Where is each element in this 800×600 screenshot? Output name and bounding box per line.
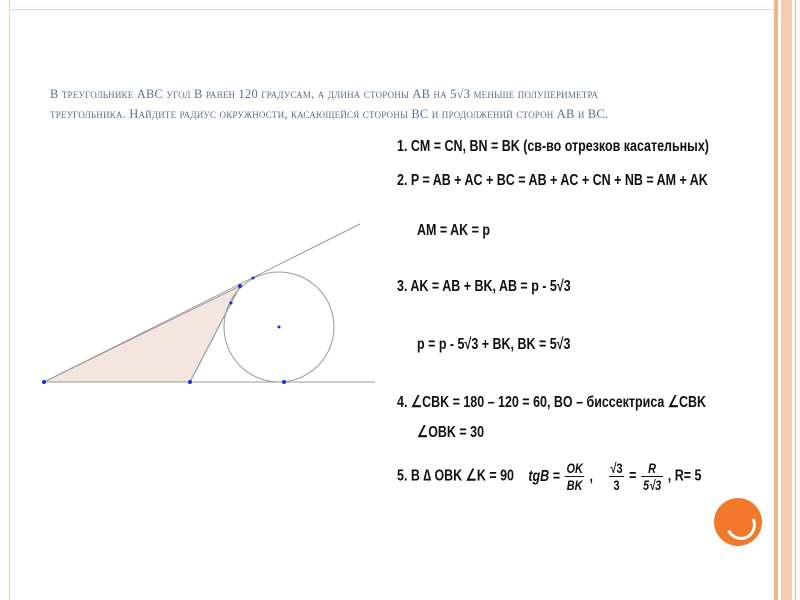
step-3b: p = p - 5√3 + BK, BK = 5√3 [417,336,571,353]
step-4: 4. ∠CBK = 180 – 120 = 60, BO – биссектриса ∠CBK [397,394,707,411]
point-m [252,277,255,280]
point-a [42,380,46,384]
step-5-tg: tgB = [528,467,560,485]
fraction-ok-bk-num: OK [566,460,583,476]
fraction-r [641,460,662,493]
fraction-ok-bk-den: BK [566,477,583,493]
step-1: 1. CM = CN, BN = BK (св-во отрезков касательных) [397,138,709,155]
point-n [230,302,233,305]
step-5-prefix: 5. В ∆ OBK ∠K = 90 [397,467,514,485]
step-2: 2. P = AB + AC + BC = AB + AC + CN + NB = AM + AK [397,172,708,189]
step-3: 3. AK = AB + BK, AB = p - 5√3 [397,278,571,295]
fraction-sqrt3-3-den: 3 [613,477,620,493]
step-4b: ∠OBK = 30 [417,424,485,441]
point-o [278,326,281,329]
step-5: 5. В ∆ OBK ∠K = 90 tgB = $\frac{OK}{BK}$ , $\frac{√3}{3}$ = $\frac{R}{5√3}$ , R= 5 [397,460,702,493]
fraction-r-den: 5√3 [643,477,662,493]
point-b [188,380,192,384]
problem-line-2: треугольника. Найдите радиус окружности, касающейся стороны BC и продолжений сторон AB и BC. [50,107,609,121]
fraction-ok-bk [565,460,585,493]
step-5-equals: = [629,467,637,485]
problem-line-1: В треугольнике ABC угол B равен 120 градусам, а длина стороны AB на 5√3 меньше полупериметра [50,87,599,101]
fraction-sqrt3-3-num: √3 [610,460,623,476]
point-c [238,284,242,288]
next-slide-icon[interactable] [714,498,762,546]
point-k [282,380,286,384]
fraction-r-num: R [641,460,662,477]
fraction-sqrt3-3 [609,460,624,493]
step-5-result: , R= 5 [667,467,702,485]
step-2b: AM = AK = p [417,222,491,239]
